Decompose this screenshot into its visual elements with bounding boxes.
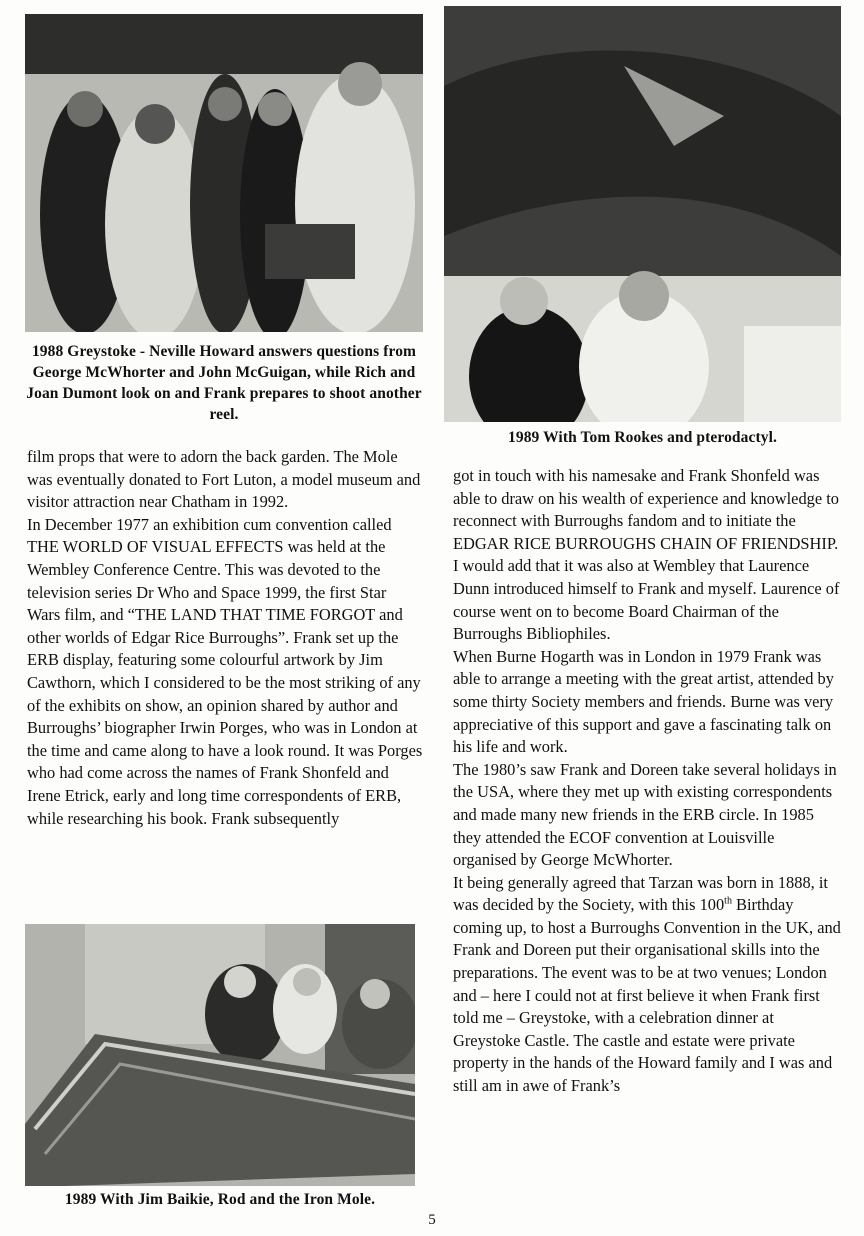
page-number: 5 [428,1212,436,1228]
caption-iron-mole: 1989 With Jim Baikie, Rod and the Iron Mole. [64,1191,376,1208]
right-paragraph-4-start: It being generally agreed that Tarzan was born in 1888, it was decided by the Society, with this 100 [453,872,828,915]
photo-iron-mole [25,924,415,1186]
photo-pterodactyl-image [444,6,841,422]
ordinal-suffix: th [724,895,732,907]
caption-tom-rookes: 1989 With Tom Rookes and pterodactyl. [508,429,777,446]
right-paragraph-3: The 1980’s saw Frank and Doreen take several holidays in the USA, where they met up with existing correspondents and made many new friends in the ERB circle. In 1985 they attended the ECOF convention at Louisville organised by George McWhorter. [453,759,837,870]
right-paragraph-2: When Burne Hogarth was in London in 1979 Frank was able to arrange a meeting with the great artist, attended by some thirty Society members and friends. Burne was very appreciative of this support and gave a fascinating talk on his life and work. [453,646,834,757]
photo-iron-mole-image [25,924,415,1186]
right-paragraph-4-end: Birthday coming up, to host a Burroughs Convention in the UK, and Frank and Doreen put their organisational skills into the preparations. The event was to be at two venues; London and – here I could not at first believe it when Frank first told me – Greystoke, with a celebration dinner at Greystoke Castle. The castle and estate were private property in the hands of the Howard family and I was and still am in awe of Frank’s [453,895,841,1096]
right-paragraph-4 [453,872,841,1098]
caption-greystoke-1988: 1988 Greystoke - Neville Howard answers questions from George McWhorter and John McGuigan, while Rich and Joan Dumont look on and Frank prepares to shoot another reel. [26,343,422,423]
right-paragraph-1: got in touch with his namesake and Frank Shonfeld was able to draw on his wealth of experience and knowledge to reconnect with Burroughs fandom and to initiate the EDGAR RICE BURROUGHS CHAIN OF FRIENDSHIP. I would add that it was also at Wembley that Laurence Dunn introduced himself to Frank and myself. Laurence of course went on to become Board Chairman of the Burroughs Bibliophiles. [453,466,840,644]
left-paragraph-1: film props that were to adorn the back garden. The Mole was eventually donated to Fort Luton, a model museum and visitor attraction near Chatham in 1992. [27,447,421,512]
right-column-text [453,465,841,1098]
photo-greystoke-1988 [25,14,423,332]
photo-tom-rookes-pterodactyl [444,6,841,422]
left-paragraph-2: In December 1977 an exhibition cum convention called THE WORLD OF VISUAL EFFECTS was held at the Wembley Conference Centre. This was devoted to the television series Dr Who and Space 1999, the first Star Wars film, and “THE LAND THAT TIME FORGOT and other worlds of Edgar Rice Burroughs”. Frank set up the ERB display, featuring some colourful artwork by Jim Cawthorn, which I considered to be the most striking of any of the exhibits on show, an opinion shared by author and Burroughs’ biographer Irwin Porges, who was in London at the time and came along to have a look round. It was Porges who had come across the names of Frank Shonfeld and Irene Etrick, early and long time correspondents of ERB, while researching his book. Frank subsequently [27,514,423,828]
left-column-text [27,446,423,830]
photo-greystoke-image [25,14,423,332]
